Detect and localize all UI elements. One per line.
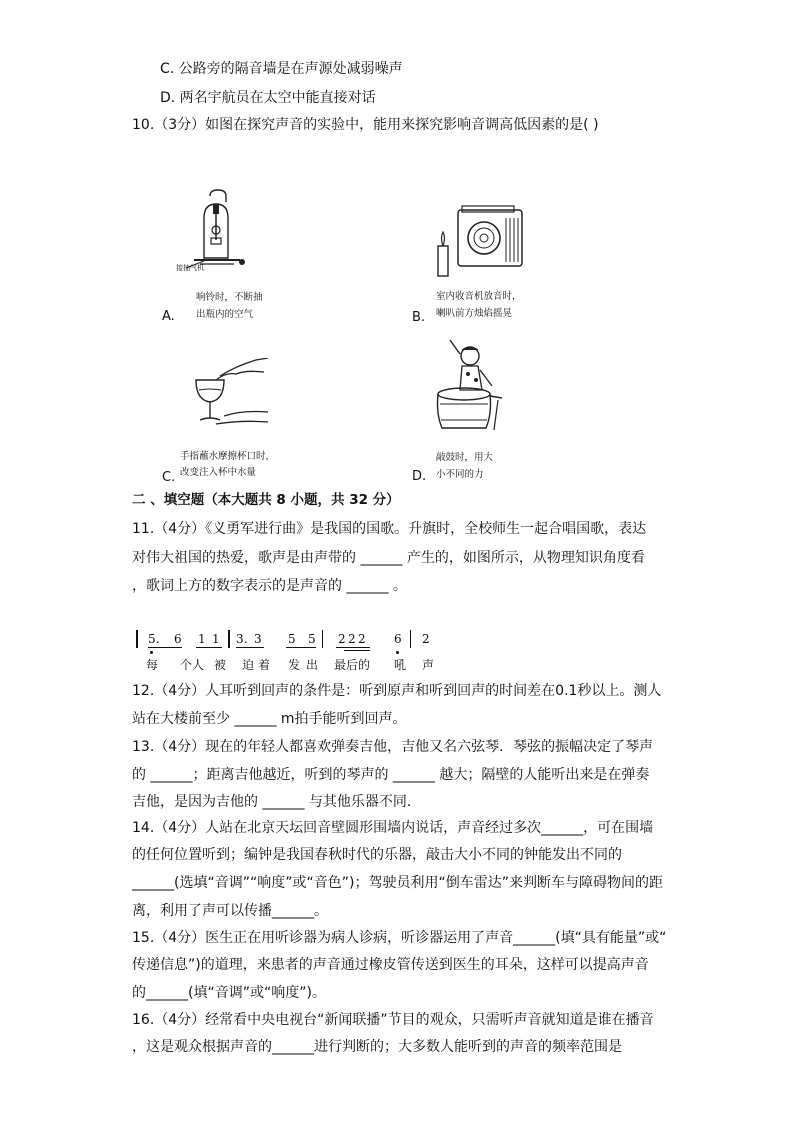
score-barline [410,630,411,648]
score-lyric: 发 [288,658,301,672]
score-lyric: 吼 [394,658,407,672]
score-note: . [156,632,160,646]
score-lyric: 每 [146,658,159,672]
score-note: 5 [308,632,316,646]
figure-c-label: C. [162,470,176,485]
q13-line-1: 13.（4分）现在的年轻人都喜欢弹奏吉他，吉他又名六弦琴．琴弦的振幅决定了琴声 [132,739,654,755]
score-barline [136,630,138,648]
score-lyric: 着 [258,658,271,672]
score-lyric: 个人 [180,658,205,672]
q14-line-2: 的任何位置听到；编钟是我国春秋时代的乐器，敲击大小不同的钟能发出不同的 [132,847,622,863]
score-underline [196,647,222,648]
q14-line-4: 离，利用了声可以传播______。 [132,903,328,919]
score-note: 3 [254,632,262,646]
q13-line-2: 的 ______；距离吉他越近，听到的琴声的 ______ 越大；隔壁的人能听出来是在弹奏 [132,767,650,783]
q15-line-1: 15.（4分）医生正在用听诊器为病人诊病，听诊器运用了声音______(填“具有能量”或“ [132,930,667,946]
q14-line-1: 14.（4分）人站在北京天坛回音壁圆形围墙内说话，声音经过多次______，可在围墙 [132,820,654,836]
figure-d-caption-1: 敲鼓时，用大 [436,452,494,463]
score-note: 3 [236,632,244,646]
score-note: 5 [288,632,296,646]
score-note: 1 [198,632,206,646]
figure-a-label: A. [162,309,175,324]
score-lyric: 出 [306,658,319,672]
score-lyric: 迫 [242,658,255,672]
figure-b-caption-2: 喇叭前方烛焰摇晃 [436,308,513,319]
score-note: . [244,632,248,646]
bell-jar-tag: 接抽气机 [176,264,204,272]
q12-line-2: 站在大楼前至少 ______ m拍手能听到回声。 [132,711,407,727]
score-lyric: 最后的 [334,658,371,672]
score-lyric: 声 [422,658,435,672]
q16-line-1: 16.（4分）经常看中央电视台“新闻联播”节目的观众，只需听声音就知道是谁在播音 [132,1012,654,1028]
figure-a-caption-1: 响铃时，不断抽 [196,292,263,303]
score-dot [396,651,399,654]
score-underline [344,650,370,651]
q10-stem: 10.（3分）如图在探究声音的实验中，能用来探究影响音调高低因素的是( ) [132,117,599,133]
q11-line-1: 11.（4分）《义勇军进行曲》是我国的国歌。升旗时，全校师生一起合唱国歌，表达 [132,521,647,537]
q16-line-2: ，这是观众根据声音的______进行判断的；大多数人能听到的声音的频率范围是 [132,1039,622,1055]
figure-d-caption-2: 小不同的力 [436,469,484,480]
wine-glass-icon [186,358,271,428]
q12-line-1: 12.（4分）人耳听到回声的条件是：听到原声和听到回声的时间差在0.1秒以上。测人 [132,683,662,699]
score-note: 5 [148,632,156,646]
figure-d-label: D. [412,469,427,484]
q11-line-2: 对伟大祖国的热爱，歌声是由声带的 ______ 产生的，如图所示，从物理知识角度看 [132,550,645,566]
score-note: 2 [348,632,356,646]
radio-candle-icon [430,196,530,281]
q15-line-2: 传递信息”)的道理，来患者的声音通过橡皮管传送到医生的耳朵，这样可以提高声音 [132,957,649,973]
score-dot [150,651,153,654]
figure-a-caption-2: 出瓶内的空气 [196,309,254,320]
music-score [136,628,436,674]
figure-b-label: B. [412,310,426,325]
q11-line-3: ，歌词上方的数字表示的是声音的 ______ 。 [132,578,407,594]
score-underline [336,647,370,648]
q13-line-3: 吉他，是因为吉他的 ______ 与其他乐器不同． [132,794,421,810]
score-barline [322,630,323,648]
q9-option-d: D. 两名宇航员在太空中能直接对话 [160,90,376,106]
score-underline [148,647,182,648]
score-underline [236,647,264,648]
q15-line-3: 的______(填“音调”或“响度”)。 [132,985,326,1001]
section-2-title: 二 、填空题（本大题共 8 小题，共 32 分） [132,492,400,508]
score-note: 2 [422,632,430,646]
score-note: 1 [212,632,220,646]
figure-c-caption-2: 改变注入杯中水量 [180,467,257,478]
q14-line-3: ______(选填“音调”“响度”或“音色”)；驾驶员利用“倒车雷达”来判断车与障碍物间的距 [132,875,663,891]
drum-icon [432,336,512,436]
score-barline [228,630,230,648]
figure-b-caption-1: 室内收音机放音时， [436,291,522,302]
score-note: 6 [174,632,182,646]
score-underline [286,647,316,648]
score-note: 6 [394,632,402,646]
score-note: 2 [338,632,346,646]
score-lyric: 被 [214,658,227,672]
score-note: 2 [358,632,366,646]
figure-c-caption-1: 手指蘸水摩擦杯口时， [180,451,276,462]
q9-option-c: C. 公路旁的隔音墙是在声源处减弱噪声 [160,61,403,77]
